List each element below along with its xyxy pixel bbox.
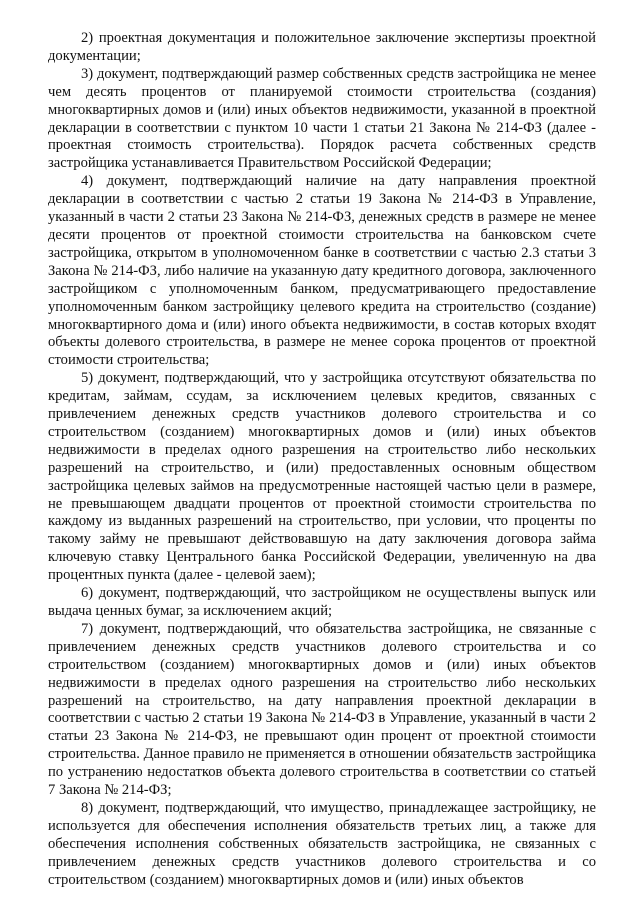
paragraph-item-4: 4) документ, подтверждающий наличие на дату направления проектной декларации в соответствии с частью 2 статьи 19 Закона № 214-ФЗ в Управление, указанный в части 2 статьи 23 Закона № 214-ФЗ, денежных средств в размере не менее десяти процентов от проектной стоимости строительства на банковском счете застройщика, открытом в уполномоченном банке в соответствии с частью 2.3 статьи 3 Закона № 214-ФЗ, либо наличие на указанную дату кредитного договора, заключенного застройщиком с уполномоченным банком, предусматривающего предоставление уполномоченным банком застройщику целевого кредита на строительство (создание) многоквартирного дома и (или) иного объекта недвижимости, в состав которых входят объекты долевого строительства, в размере не менее сорока процентов от проектной стоимости строительства; [48,173,596,369]
paragraph-item-3: 3) документ, подтверждающий размер собственных средств застройщика не менее чем десять процентов от планируемой стоимости строительства (создания) многоквартирных домов и (или) иных объектов недвижимости, указанной в проектной декларации в соответствии с пунктом 10 части 1 статьи 21 Закона № 214-ФЗ (далее - проектная стоимость строительства). Порядок расчета собственных средств застройщика устанавливается Правительством Российской Федерации; [48,65,596,172]
paragraph-item-5: 5) документ, подтверждающий, что у застройщика отсутствуют обязательства по кредитам, займам, ссудам, за исключением целевых кредитов, связанных с привлечением денежных средств участников долевого строительства и со строительством (созданием) многоквартирных домов и (или) иных объектов недвижимости в пределах одного разрешения на строительство либо нескольких разрешений на строительство, и (или) предоставленных основным обществом застройщика целевых займов на предусмотренные настоящей частью цели в размере, не превышающем двадцати процентов от проектной стоимости строительства по каждому из выданных разрешений на строительство, при условии, что проценты по такому займу не превышают действовавшую на дату заключения договора займа ключевую ставку Центрального банка Российской Федерации, увеличенную на два процентных пункта (далее - целевой заем); [48,370,596,584]
paragraph-item-2: 2) проектная документация и положительное заключение экспертизы проектной документации; [48,30,596,64]
document-page [48,30,596,890]
paragraph-item-7: 7) документ, подтверждающий, что обязательства застройщика, не связанные с привлечением денежных средств участников долевого строительства и со строительством (созданием) многоквартирных домов и (или) иных объектов недвижимости в пределах одного разрешения на строительство либо нескольких разрешений на строительство, на дату направления проектной декларации в соответствии с частью 2 статьи 19 Закона № 214-ФЗ в Управление, указанный в части 2 статьи 23 Закона № 214-ФЗ, не превышают один процент от проектной стоимости строительства. Данное правило не применяется в отношении обязательств застройщика по устранению недостатков объекта долевого строительства в соответствии со статьей 7 Закона № 214-ФЗ; [48,620,596,799]
paragraph-item-8: 8) документ, подтверждающий, что имущество, принадлежащее застройщику, не используется для обеспечения исполнения обязательств третьих лиц, а также для обеспечения исполнения собственных обязательств застройщика, не связанных с привлечением денежных средств участников долевого строительства и со строительством (созданием) многоквартирных домов и (или) иных объектов [48,799,596,888]
paragraph-item-6: 6) документ, подтверждающий, что застройщиком не осуществлены выпуск или выдача ценных бумаг, за исключением акций; [48,585,596,619]
